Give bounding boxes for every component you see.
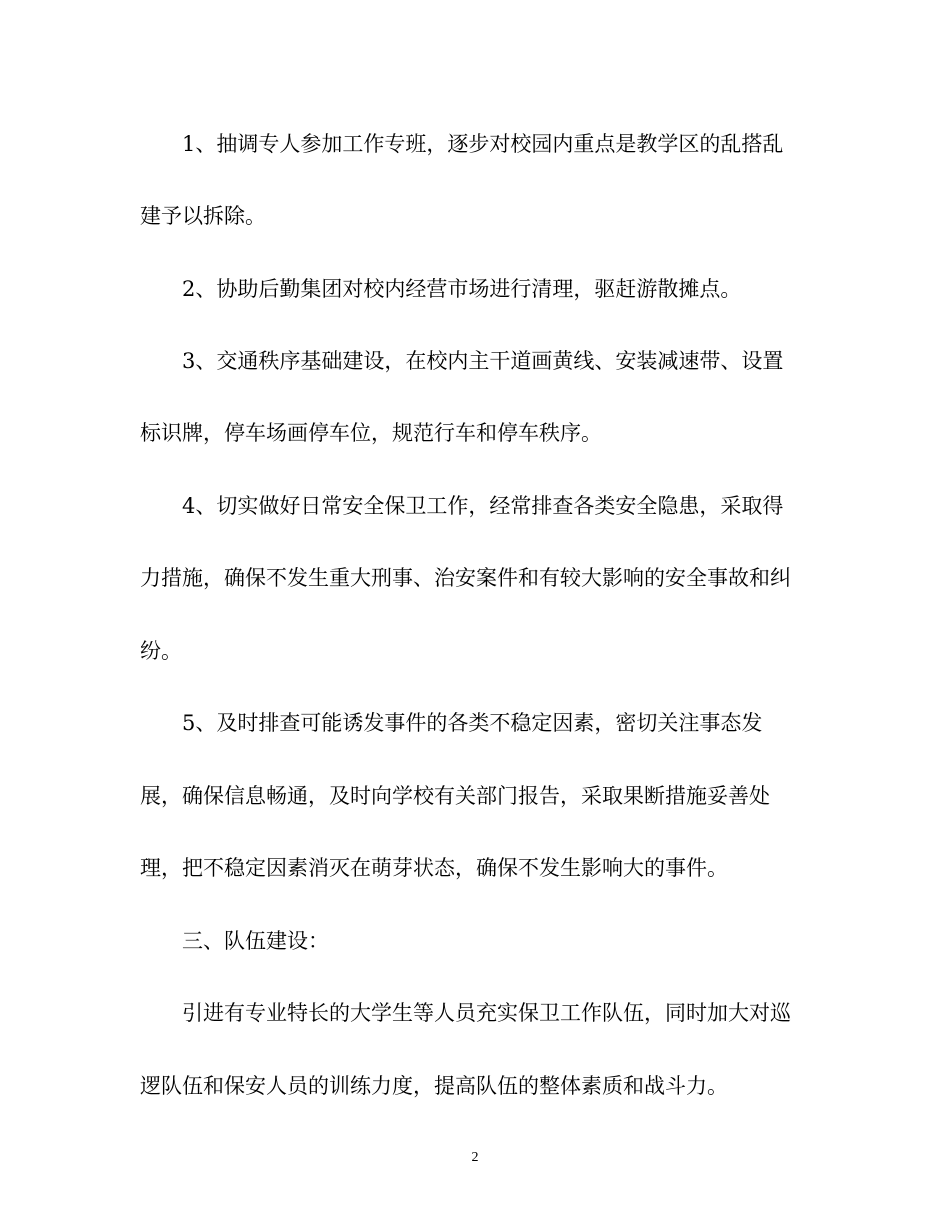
paragraph-1-line-2: 建予以拆除。: [140, 204, 266, 228]
section-heading: 三、队伍建设：: [182, 929, 329, 953]
paragraph-4-line-1: 4、切实做好日常安全保卫工作，经常排查各类安全隐患，采取得: [182, 494, 784, 518]
paragraph-5-line-1: 5、及时排查可能诱发事件的各类不稳定因素，密切关注事态发: [182, 711, 763, 735]
paragraph-3-line-2: 标识牌，停车场画停车位，规范行车和停车秩序。: [140, 421, 602, 445]
paragraph-4-line-2: 力措施，确保不发生重大刑事、治安案件和有较大影响的安全事故和纠: [140, 566, 791, 590]
page-number: 2: [471, 1150, 479, 1165]
paragraph-2-line-1: 2、协助后勤集团对校内经营市场进行清理，驱赶游散摊点。: [182, 277, 742, 301]
paragraph-6-line-1: 引进有专业特长的大学生等人员充实保卫工作队伍，同时加大对巡: [182, 1001, 791, 1025]
paragraph-1-line-1: 1、抽调专人参加工作专班，逐步对校园内重点是教学区的乱搭乱: [182, 132, 784, 156]
paragraph-4-line-3: 纷。: [140, 639, 182, 663]
paragraph-5-line-3: 理，把不稳定因素消灭在萌芽状态，确保不发生影响大的事件。: [140, 856, 728, 880]
paragraph-3-line-1: 3、交通秩序基础建设，在校内主干道画黄线、安装减速带、设置: [182, 349, 784, 373]
paragraph-6-line-2: 逻队伍和保安人员的训练力度，提高队伍的整体素质和战斗力。: [140, 1074, 728, 1098]
paragraph-5-line-2: 展，确保信息畅通，及时向学校有关部门报告，采取果断措施妥善处: [140, 784, 770, 808]
